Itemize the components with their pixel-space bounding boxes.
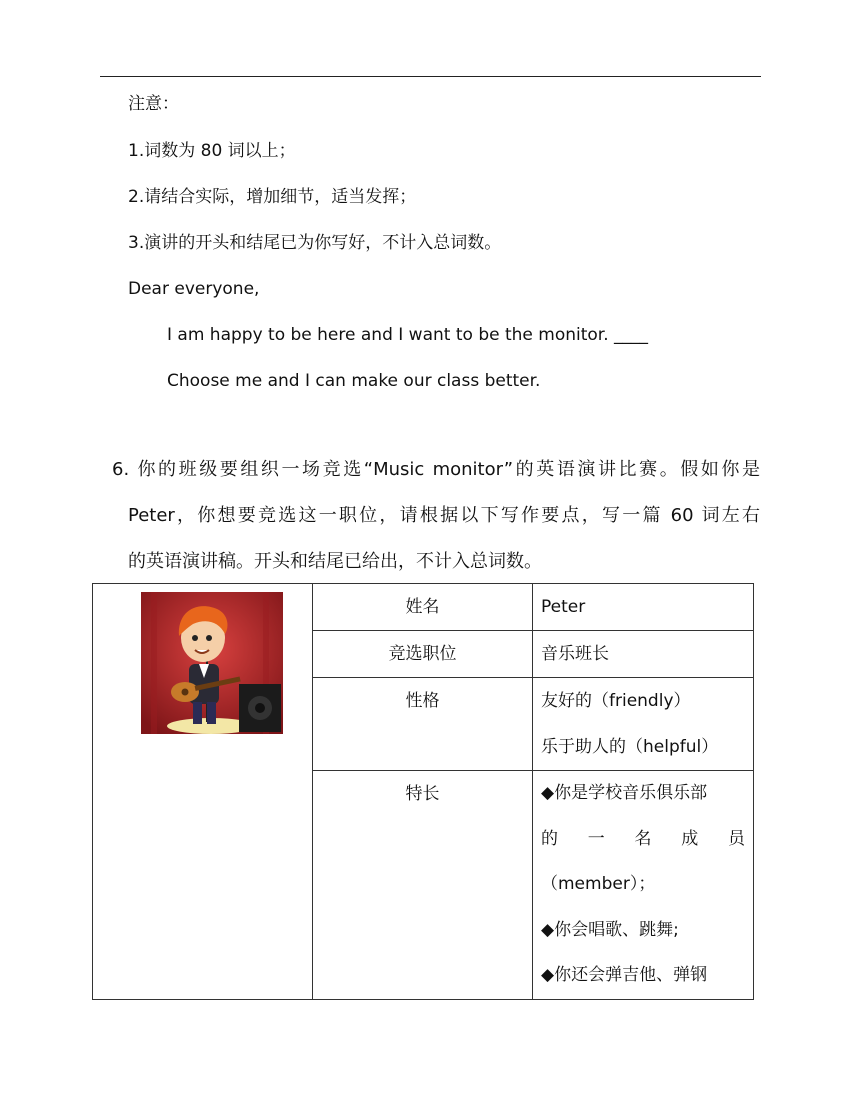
candidate-info-table [92, 583, 754, 1000]
name-label-cell [313, 584, 533, 631]
strengths-line-2: 的 一 名 成 员 [541, 828, 745, 849]
position-value-cell [533, 631, 754, 678]
strengths-label-cell [313, 771, 533, 1000]
notes-item-2: 2.请结合实际，增加细节，适当发挥； [128, 187, 417, 207]
question6-line-2: Peter，你想要竞选这一职位，请根据以下写作要点，写一篇 60 词左右 [128, 505, 760, 526]
position-value: 音乐班长 [541, 644, 609, 664]
personality-label: 性格 [405, 691, 440, 711]
personality-value-2: 乐于助人的（helpful） [541, 737, 719, 757]
notes-item-3: 3.演讲的开头和结尾已为你写好，不计入总词数。 [128, 233, 502, 253]
strengths-line-1: ◆你是学校音乐俱乐部 [541, 783, 708, 803]
letter-line-2: Choose me and I can make our class better. [167, 371, 541, 391]
letter-greeting: Dear everyone, [128, 279, 260, 299]
personality-value-cell [533, 678, 754, 771]
name-label: 姓名 [405, 597, 440, 617]
personality-label-cell [313, 678, 533, 771]
notes-heading: 注意： [128, 94, 179, 114]
personality-value-1: 友好的（friendly） [541, 691, 691, 711]
question6-line-1: 6. 你的班级要组织一场竞选“Music monitor”的英语演讲比赛。假如你是 [112, 459, 760, 480]
strengths-line-3: （member）； [541, 874, 656, 895]
letter-line-1: I am happy to be here and I want to be the monitor. ____ [167, 325, 649, 345]
picture-cell [93, 584, 313, 1000]
question6-line-3: 的英语演讲稿。开头和结尾已给出，不计入总词数。 [128, 551, 542, 572]
boy-with-guitar-illustration [141, 592, 283, 734]
notes-item-1: 1.词数为 80 词以上； [128, 141, 296, 161]
position-label: 竞选职位 [388, 644, 457, 664]
strengths-line-5: ◆你还会弹吉他、弹钢 [541, 965, 708, 986]
position-label-cell [313, 631, 533, 678]
header-rule [100, 76, 761, 77]
name-value: Peter [541, 597, 586, 617]
strengths-value-cell [533, 771, 754, 1000]
strengths-line-4: ◆你会唱歌、跳舞; [541, 919, 679, 940]
name-value-cell [533, 584, 754, 631]
strengths-label: 特长 [405, 784, 440, 804]
